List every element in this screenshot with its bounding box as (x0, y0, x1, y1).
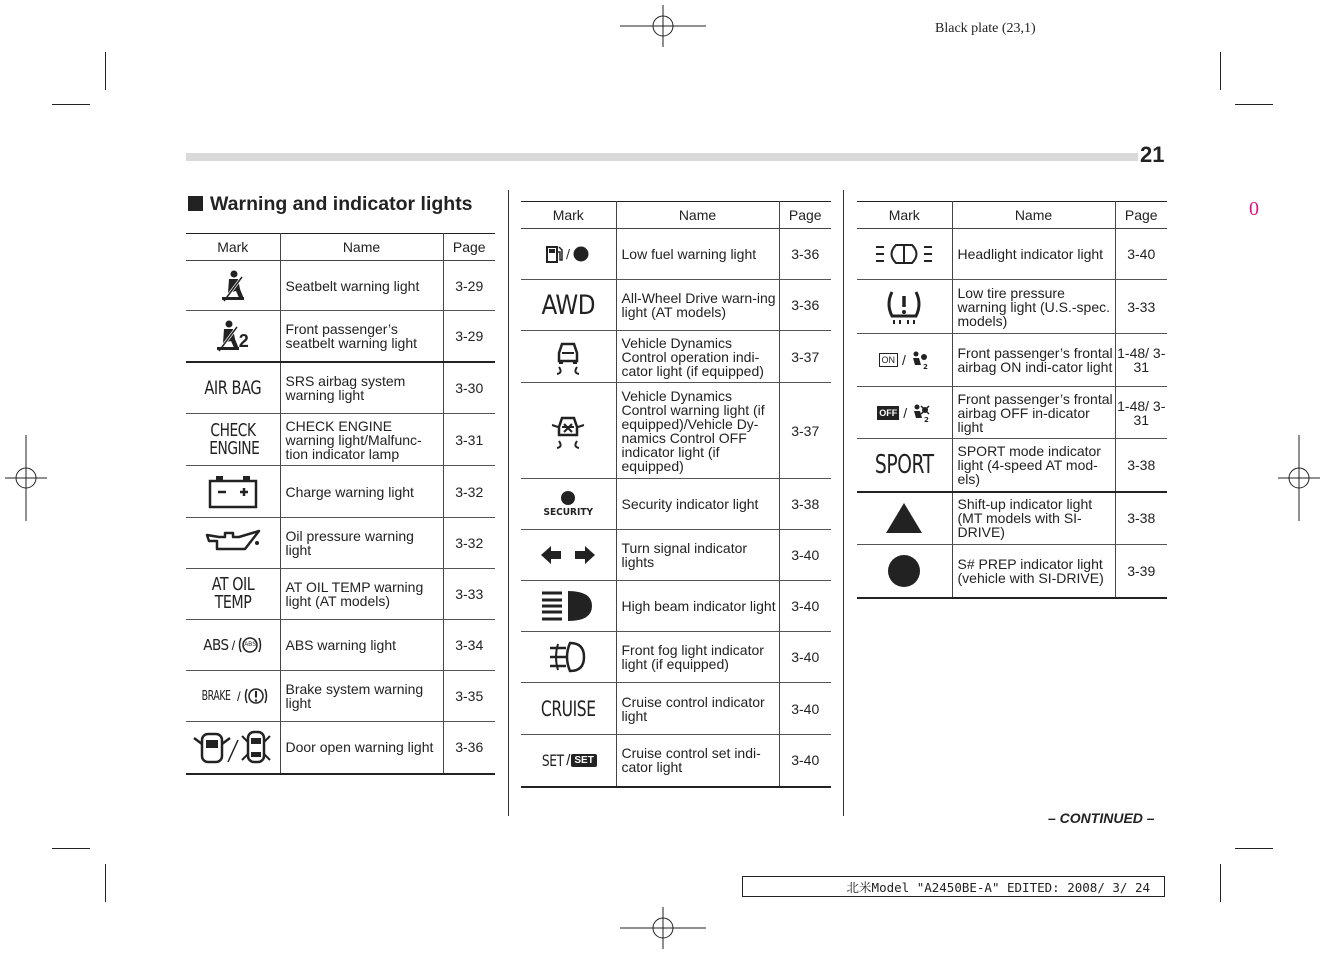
row-name: AT OIL TEMP warning light (AT models) (280, 569, 443, 620)
table-row (186, 261, 495, 311)
abs-text: ABS (203, 636, 229, 654)
row-page: 3-40 (779, 632, 831, 683)
svg-text:/: / (566, 247, 571, 261)
row-page: 3-40 (779, 683, 831, 735)
triangle-icon (857, 492, 952, 545)
section-title (188, 193, 473, 216)
tire-pressure-icon (857, 280, 952, 334)
row-page: 3-36 (779, 280, 831, 331)
registration-mark-bottom (620, 907, 706, 949)
row-name: Oil pressure warning light (280, 518, 443, 569)
table-row (186, 518, 495, 569)
row-page: 3-38 (779, 479, 831, 530)
row-page: 1-48/ 3-31 (1115, 334, 1167, 387)
security-dot-icon (561, 491, 575, 505)
row-page: 3-33 (1115, 280, 1167, 334)
vdc-off-icon (521, 383, 616, 479)
airbag-off-icon: OFF / 2 (857, 387, 952, 439)
registration-mark-top (620, 5, 706, 47)
col-mark: Mark (186, 234, 280, 261)
row-name: Front passenger’s frontal airbag ON indi-cator light (952, 334, 1115, 387)
at-oil-temp-text-icon: AT OIL TEMP (186, 569, 280, 620)
col-name: Name (616, 202, 779, 229)
row-name: Low tire pressure warning light (U.S.-spec. models) (952, 280, 1115, 334)
table-row (186, 414, 495, 466)
section-title-text: Warning and indicator lights (210, 193, 473, 215)
plate-label: Black plate (23,1) (935, 21, 1036, 36)
edition-text: 北米Model "A2450BE-A" EDITED: 2008/ 3/ 24 (846, 880, 1150, 895)
row-page: 3-38 (1115, 492, 1167, 545)
header-bar (186, 153, 1138, 161)
row-name: All-Wheel Drive warn-ing light (AT models) (616, 280, 779, 331)
row-name: High beam indicator light (616, 581, 779, 632)
row-name: CHECK ENGINE warning light/Malfunc-tion indicator lamp (280, 414, 443, 466)
page-number: 21 (1140, 142, 1165, 167)
table-row (186, 722, 495, 774)
fuel-icon (521, 229, 616, 280)
row-page: 3-40 (779, 735, 831, 787)
col-page: Page (443, 234, 495, 261)
circle-icon (857, 545, 952, 598)
passenger-airbag-off-icon (911, 403, 931, 423)
row-page: 3-37 (779, 331, 831, 383)
sport-text-icon: SPORT (857, 439, 952, 492)
row-name: Front passenger’s seatbelt warning light (280, 311, 443, 362)
table-row (186, 311, 495, 362)
set-text: SET (541, 750, 564, 770)
row-page: 3-35 (443, 671, 495, 722)
row-page: 3-40 (779, 581, 831, 632)
brake-text: BRAKE (201, 688, 231, 704)
fog-light-icon (521, 632, 616, 683)
table-row (857, 334, 1167, 387)
table-row (186, 466, 495, 518)
high-beam-icon (521, 581, 616, 632)
table-row (857, 280, 1167, 334)
section-square-icon (188, 196, 203, 211)
row-name: Vehicle Dynamics Control operation indi-cator light (if equipped) (616, 331, 779, 383)
row-page: 1-48/ 3-31 (1115, 387, 1167, 439)
row-page: 3-37 (779, 383, 831, 479)
abs-circle-icon: ABS (238, 634, 262, 656)
table-row (521, 683, 831, 735)
registration-mark-right (1278, 435, 1320, 521)
row-name: ABS warning light (280, 620, 443, 671)
table-row (521, 229, 831, 280)
check-engine-text-icon: CHECK ENGINE (186, 414, 280, 466)
row-name: Turn signal indicator lights (616, 530, 779, 581)
lights-table-2 (521, 201, 831, 788)
row-name: Vehicle Dynamics Control warning light (if equipped)/Vehicle Dy-namics Control OFF indicator light (if equipped) (616, 383, 779, 479)
row-name: Security indicator light (616, 479, 779, 530)
airbag-on-icon: ON / 2 (857, 334, 952, 387)
on-badge: ON (879, 353, 899, 367)
set-badge-icon: SET (571, 754, 596, 767)
abs-icon: ABS / ABS (186, 620, 280, 671)
row-page: 3-39 (1115, 545, 1167, 598)
brake-icon: BRAKE / (186, 671, 280, 722)
turn-signal-icon (521, 530, 616, 581)
row-name: Brake system warning light (280, 671, 443, 722)
registration-mark-left (5, 435, 47, 521)
col-name: Name (952, 202, 1115, 229)
row-page: 3-34 (443, 620, 495, 671)
row-page: 3-38 (1115, 439, 1167, 492)
table-row (857, 439, 1167, 492)
airbag-text-icon: AIR BAG (186, 362, 280, 414)
table-row (186, 569, 495, 620)
headlight-icon (857, 229, 952, 280)
row-name: Front fog light indicator light (if equipped) (616, 632, 779, 683)
row-name: Door open warning light (280, 722, 443, 774)
edition-box (742, 876, 1165, 897)
table-header (857, 202, 1167, 229)
col-name: Name (280, 234, 443, 261)
column-divider-1 (508, 190, 509, 816)
column-divider-2 (843, 190, 844, 816)
row-name: SPORT mode indicator light (4-speed AT mod-els) (952, 439, 1115, 492)
row-page: 3-36 (443, 722, 495, 774)
set-text-icon: SET / SET (521, 735, 616, 787)
table-row (857, 492, 1167, 545)
row-page: 3-29 (443, 261, 495, 311)
table-header (521, 202, 831, 229)
col-page: Page (779, 202, 831, 229)
security-text: SECURITY (543, 506, 593, 518)
row-page: 3-30 (443, 362, 495, 414)
margin-mark: 0 (1249, 198, 1259, 220)
passenger-airbag-icon (910, 350, 930, 370)
table-row (521, 383, 831, 479)
oil-can-icon (186, 518, 280, 569)
lights-table-3 (857, 201, 1167, 599)
table-row (521, 735, 831, 787)
table-row (521, 530, 831, 581)
svg-text:2: 2 (924, 415, 930, 423)
row-page: 3-33 (443, 569, 495, 620)
table-row (186, 620, 495, 671)
door-open-icon (186, 722, 280, 774)
row-name: Charge warning light (280, 466, 443, 518)
table-row (857, 545, 1167, 598)
continued-label: – CONTINUED – (1048, 810, 1155, 826)
col-mark: Mark (521, 202, 616, 229)
row-page: 3-32 (443, 518, 495, 569)
row-name: SRS airbag system warning light (280, 362, 443, 414)
row-page: 3-40 (779, 530, 831, 581)
table-row (521, 280, 831, 331)
passenger-seatbelt-icon (186, 311, 280, 362)
row-name: Cruise control set indi-cator light (616, 735, 779, 787)
row-page: 3-36 (779, 229, 831, 280)
col-page: Page (1115, 202, 1167, 229)
col-mark: Mark (857, 202, 952, 229)
svg-text:2: 2 (922, 363, 928, 370)
row-page: 3-29 (443, 311, 495, 362)
table-row (186, 671, 495, 722)
awd-text-icon: AWD (521, 280, 616, 331)
passenger-number: 2 (238, 330, 249, 351)
table-row (857, 387, 1167, 439)
row-name: S# PREP indicator light (vehicle with SI-DRIVE) (952, 545, 1115, 598)
row-page: 3-40 (1115, 229, 1167, 280)
table-row (521, 479, 831, 530)
off-badge: OFF (879, 407, 898, 418)
row-page: 3-32 (443, 466, 495, 518)
row-name: Front passenger’s frontal airbag OFF in-dicator light (952, 387, 1115, 439)
row-name: Cruise control indicator light (616, 683, 779, 735)
row-name: Low fuel warning light (616, 229, 779, 280)
table-row (857, 229, 1167, 280)
battery-icon (186, 466, 280, 518)
cruise-text-icon: CRUISE (521, 683, 616, 735)
row-page: 3-31 (443, 414, 495, 466)
lights-table-1 (186, 233, 495, 775)
table-header (186, 234, 495, 261)
table-row (521, 581, 831, 632)
vdc-icon (521, 331, 616, 383)
seatbelt-icon (186, 261, 280, 311)
table-row (186, 362, 495, 414)
row-name: Seatbelt warning light (280, 261, 443, 311)
row-name: Headlight indicator light (952, 229, 1115, 280)
table-row (521, 632, 831, 683)
brake-circle-icon (244, 685, 268, 707)
table-row (521, 331, 831, 383)
row-name: Shift-up indicator light (MT models with SI-DRIVE) (952, 492, 1115, 545)
security-icon (521, 479, 616, 530)
